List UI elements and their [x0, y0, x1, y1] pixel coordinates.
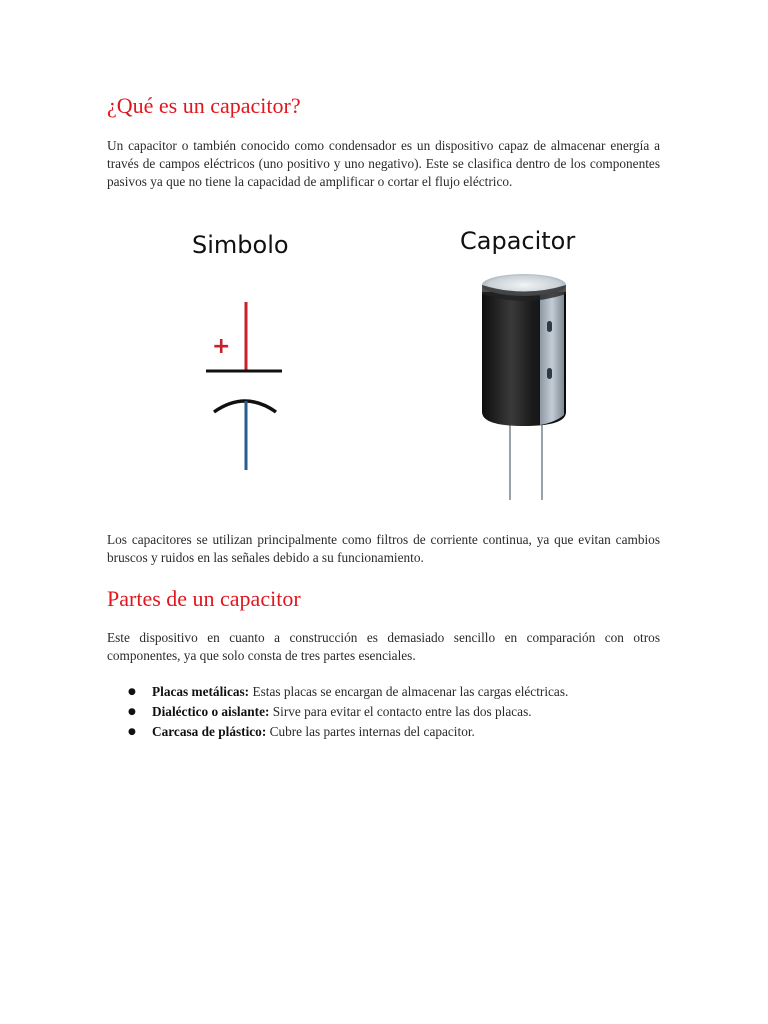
electrolytic-capacitor [482, 274, 566, 500]
list-item [107, 682, 667, 702]
symbol-title: Simbolo [192, 231, 289, 259]
list-item-term: Carcasa de plástico: [152, 724, 267, 739]
bullet-icon: ● [128, 727, 136, 737]
parts-paragraph: Este dispositivo en cuanto a construcción es demasiado sencillo en comparación con otros componentes, ya que solo consta de tres partes esenciales. [107, 630, 660, 663]
bullet-icon: ● [128, 707, 136, 717]
list-item [107, 702, 667, 722]
usage-paragraph: Los capacitores se utilizan principalmente como filtros de corriente continua, ya que evitan cambios bruscos y ruidos en las señales debido a su funcionamiento. [107, 532, 660, 565]
capacitor-title: Capacitor [460, 227, 576, 255]
section-heading-parts: Partes de un capacitor [107, 586, 301, 611]
capacitor-illustration [150, 222, 620, 512]
list-item-term: Placas metálicas: [152, 684, 250, 699]
section-heading-what-is: ¿Qué es un capacitor? [107, 93, 301, 118]
list-item-term: Dialéctico o aislante: [152, 704, 270, 719]
list-item-description: Estas placas se encargan de almacenar las cargas eléctricas. [252, 684, 569, 699]
stripe-mark-1 [547, 321, 552, 332]
capacitor-symbol [206, 302, 282, 470]
polarity-stripe [540, 292, 564, 425]
stripe-mark-2 [547, 368, 552, 379]
list-item [107, 722, 667, 742]
intro-paragraph: Un capacitor o también conocido como condensador es un dispositivo capaz de almacenar energía a través de campos eléctricos (uno positivo y uno negativo). Este se clasifica dentro de los componentes pasivos ya que no tiene la capacidad de amplificar o cortar el flujo eléctrico. [107, 138, 660, 189]
plus-sign: + [212, 334, 231, 359]
parts-list [107, 682, 667, 742]
bullet-icon: ● [128, 687, 136, 697]
capacitor-figure [150, 222, 620, 512]
list-item-description: Cubre las partes internas del capacitor. [269, 724, 475, 739]
list-item-description: Sirve para evitar el contacto entre las dos placas. [272, 704, 532, 719]
